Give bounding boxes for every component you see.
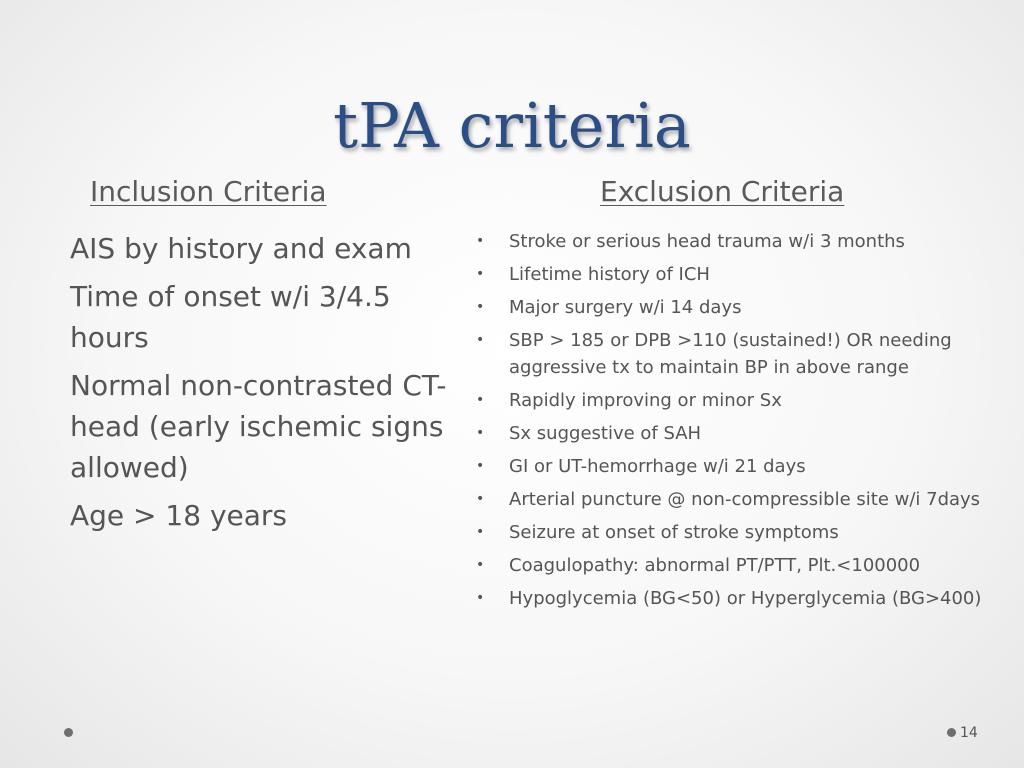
exclusion-item — [470, 387, 1010, 414]
exclusion-item — [470, 228, 1010, 255]
exclusion-item-text: Major surgery w/i 14 days — [509, 297, 742, 318]
bullet-icon: • — [476, 425, 485, 441]
bullet-icon: • — [476, 458, 485, 474]
exclusion-item — [470, 486, 1010, 513]
page-number: 14 — [960, 725, 978, 741]
exclusion-item — [470, 327, 1010, 381]
exclusion-item-text: Lifetime history of ICH — [509, 264, 710, 285]
exclusion-item — [470, 294, 1010, 321]
inclusion-item: Normal non-contrasted CT-head (early ischemic signs allowed) — [70, 369, 447, 484]
exclusion-item — [470, 552, 1010, 579]
exclusion-item-text: Stroke or serious head trauma w/i 3 months — [509, 231, 905, 252]
exclusion-item-text: Sx suggestive of SAH — [509, 423, 702, 444]
footer-dot-icon — [947, 728, 956, 737]
bullet-icon: • — [476, 524, 485, 540]
exclusion-item — [470, 453, 1010, 480]
bullet-icon: • — [476, 299, 485, 315]
bullet-icon: • — [476, 266, 485, 282]
bullet-icon: • — [476, 233, 485, 249]
bullet-icon: • — [476, 491, 485, 507]
footer-dot-icon — [64, 728, 73, 737]
slide-title: tPA criteria — [333, 89, 691, 162]
exclusion-item-text: Arterial puncture @ non-compressible site w/i 7days — [509, 489, 981, 510]
exclusion-item — [470, 585, 1010, 612]
exclusion-item-text: Rapidly improving or minor Sx — [509, 390, 782, 411]
exclusion-item-text: SBP > 185 or DPB >110 (sustained!) OR needing aggressive tx to maintain BP in above range — [509, 330, 952, 378]
bullet-icon: • — [476, 557, 485, 573]
inclusion-list — [70, 228, 450, 543]
bullet-icon: • — [476, 332, 485, 348]
bullet-icon: • — [476, 590, 485, 606]
bullet-icon: • — [476, 392, 485, 408]
exclusion-item-text: Coagulopathy: abnormal PT/PTT, Plt.<100000 — [509, 555, 921, 576]
exclusion-list — [470, 228, 1010, 618]
exclusion-item-text: Hypoglycemia (BG<50) or Hyperglycemia (BG>400) — [509, 588, 982, 609]
exclusion-heading: Exclusion Criteria — [600, 175, 845, 208]
inclusion-item: Age > 18 years — [70, 499, 287, 532]
inclusion-heading: Inclusion Criteria — [90, 175, 327, 208]
inclusion-item: Time of onset w/i 3/4.5 hours — [70, 280, 391, 354]
exclusion-item-text: Seizure at onset of stroke symptoms — [509, 522, 839, 543]
exclusion-item — [470, 519, 1010, 546]
exclusion-item-text: GI or UT-hemorrhage w/i 21 days — [509, 456, 806, 477]
inclusion-item: AIS by history and exam — [70, 232, 412, 265]
exclusion-item — [470, 261, 1010, 288]
exclusion-item — [470, 420, 1010, 447]
